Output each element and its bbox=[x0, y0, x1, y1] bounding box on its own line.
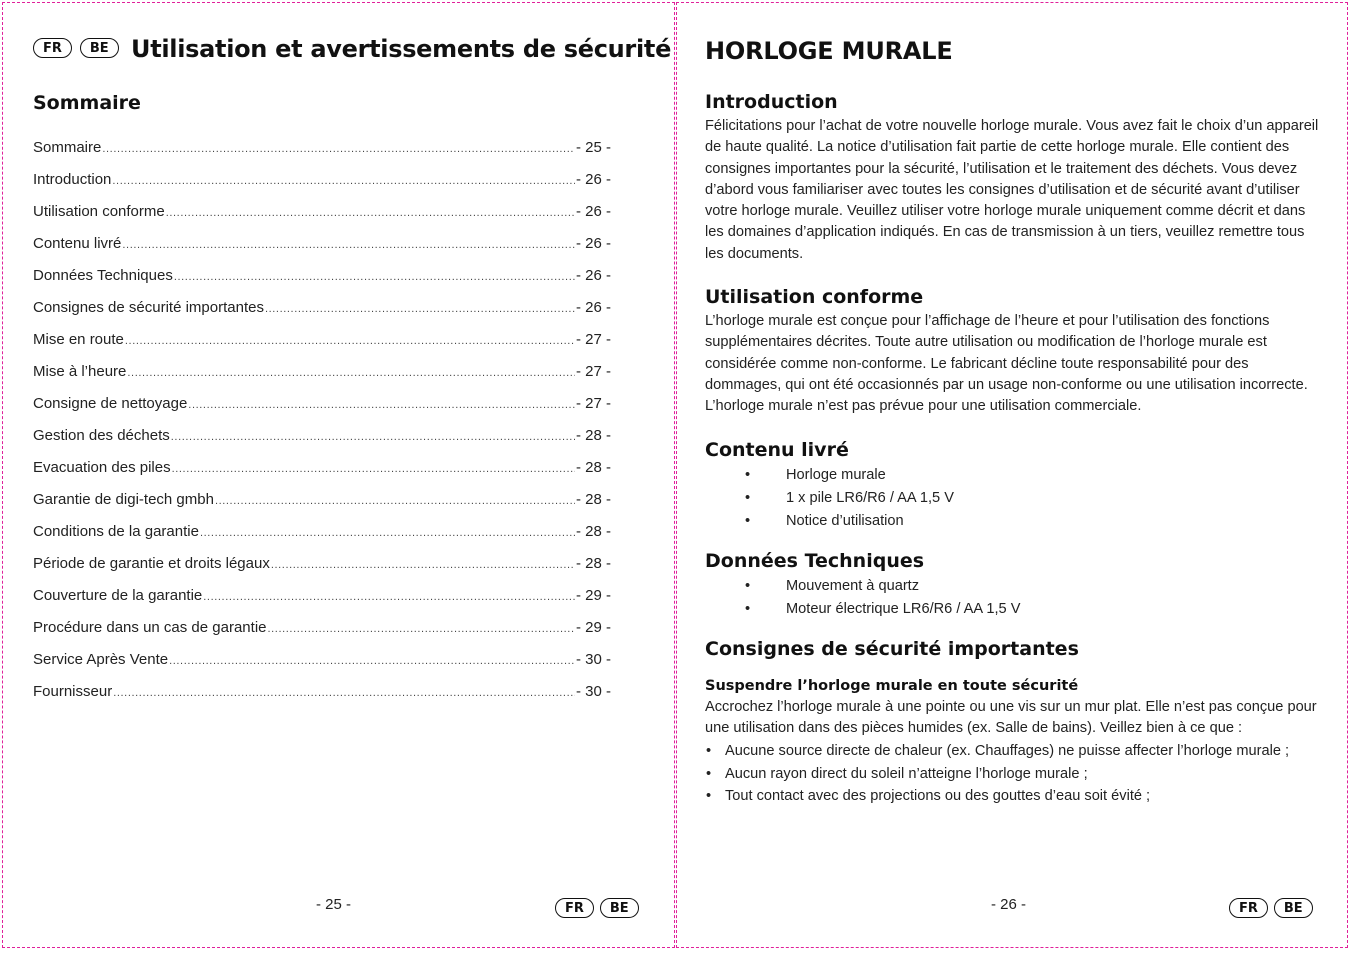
footer-language-badges bbox=[555, 898, 639, 918]
toc-label: Couverture de la garantie bbox=[33, 587, 203, 604]
toc-row[interactable] bbox=[33, 395, 611, 427]
page-number: - 25 - bbox=[316, 896, 352, 913]
toc-leader bbox=[112, 175, 575, 187]
toc-page-number: - 27 - bbox=[575, 395, 611, 412]
toc-row[interactable] bbox=[33, 363, 611, 395]
toc-row[interactable] bbox=[33, 555, 611, 587]
section-heading-consignes: Consignes de sécurité importantes bbox=[705, 637, 1079, 660]
toc-leader bbox=[127, 367, 575, 379]
list-item: • Horloge murale bbox=[705, 464, 1320, 487]
toc-label: Gestion des déchets bbox=[33, 427, 170, 444]
toc-page-number: - 28 - bbox=[575, 523, 611, 540]
toc-row[interactable] bbox=[33, 171, 611, 203]
toc-row[interactable] bbox=[33, 587, 611, 619]
right-page bbox=[676, 2, 1348, 948]
section-heading-donnees: Données Techniques bbox=[705, 549, 925, 572]
toc-leader bbox=[125, 335, 575, 347]
toc-leader bbox=[172, 463, 575, 475]
toc-leader bbox=[171, 431, 575, 443]
toc-page-number: - 29 - bbox=[575, 619, 611, 636]
content-body bbox=[705, 89, 1320, 809]
lang-badge-be: BE bbox=[1274, 898, 1313, 918]
toc-leader bbox=[215, 495, 575, 507]
toc-label: Consigne de nettoyage bbox=[33, 395, 188, 412]
list-item: • Mouvement à quartz bbox=[705, 575, 1320, 598]
toc-leader bbox=[203, 591, 575, 603]
toc-label: Données Techniques bbox=[33, 267, 173, 284]
toc-label: Mise à l’heure bbox=[33, 363, 127, 380]
toc-page-number: - 28 - bbox=[575, 491, 611, 508]
lang-badge-fr: FR bbox=[555, 898, 594, 918]
toc-leader bbox=[174, 271, 575, 283]
toc-leader bbox=[122, 239, 575, 251]
toc-label: Sommaire bbox=[33, 139, 102, 156]
list-item: • Aucune source directe de chaleur (ex. Chauffages) ne puisse affecter l’horloge murale ; bbox=[705, 741, 1320, 763]
toc-row[interactable] bbox=[33, 235, 611, 267]
left-page bbox=[2, 2, 675, 948]
page-title: HORLOGE MURALE bbox=[705, 37, 953, 65]
toc-leader bbox=[166, 207, 575, 219]
toc-page-number: - 27 - bbox=[575, 363, 611, 380]
toc-leader bbox=[188, 399, 575, 411]
toc-row[interactable] bbox=[33, 267, 611, 299]
consignes-list bbox=[705, 741, 1320, 808]
donnees-list bbox=[705, 575, 1320, 621]
toc-page-number: - 26 - bbox=[575, 171, 611, 188]
toc-row[interactable] bbox=[33, 139, 611, 171]
toc-page-number: - 26 - bbox=[575, 267, 611, 284]
toc-page-number: - 26 - bbox=[575, 299, 611, 316]
toc-row[interactable] bbox=[33, 331, 611, 363]
toc-label: Utilisation conforme bbox=[33, 203, 165, 220]
consignes-text: Accrochez l’horloge murale à une pointe ou une vis sur un mur plat. Elle n’est pas conçue pour une utilisation dans des pièces humides (ex. Salle de bains). Veillez bien à ce que : bbox=[705, 698, 1317, 736]
toc-label: Evacuation des piles bbox=[33, 459, 171, 476]
toc-row[interactable] bbox=[33, 491, 611, 523]
toc-leader bbox=[265, 303, 575, 315]
utilisation-text: L’horloge murale est conçue pour l’affichage de l’heure et pour l’utilisation des fonctions supplémentaires décrites. Toute autre utilisation ou modification de l’horloge murale est considérée comme non-conforme. Le fabricant décline toute responsabilité pour des dommages, qui ont été occasionnés par un usage non-conforme ou une utilisation incorrecte. L’horloge murale n’est pas prévue pour une utilisation commerciale. bbox=[705, 313, 1308, 415]
toc-label: Mise en route bbox=[33, 331, 124, 348]
toc-leader bbox=[271, 559, 575, 571]
list-item: • 1 x pile LR6/R6 / AA 1,5 V bbox=[705, 487, 1320, 510]
toc-row[interactable] bbox=[33, 427, 611, 459]
page-number: - 26 - bbox=[991, 896, 1027, 913]
toc-leader bbox=[113, 687, 575, 699]
toc-leader bbox=[102, 143, 575, 155]
toc-row[interactable] bbox=[33, 203, 611, 235]
toc-label: Période de garantie et droits légaux bbox=[33, 555, 270, 572]
toc-label: Service Après Vente bbox=[33, 651, 169, 668]
section-heading-utilisation: Utilisation conforme bbox=[705, 286, 924, 309]
toc-label: Garantie de digi-tech gmbh bbox=[33, 491, 214, 508]
contenu-list bbox=[705, 464, 1320, 533]
toc-page-number: - 27 - bbox=[575, 331, 611, 348]
toc-row[interactable] bbox=[33, 299, 611, 331]
toc-page-number: - 28 - bbox=[575, 555, 611, 572]
toc-label: Fournisseur bbox=[33, 683, 113, 700]
toc-page-number: - 30 - bbox=[575, 683, 611, 700]
lang-badge-be: BE bbox=[600, 898, 639, 918]
toc-page-number: - 30 - bbox=[575, 651, 611, 668]
toc-row[interactable] bbox=[33, 523, 611, 555]
page-title: Utilisation et avertissements de sécurité bbox=[131, 35, 672, 63]
language-badges bbox=[33, 38, 119, 58]
toc-page-number: - 28 - bbox=[575, 427, 611, 444]
toc-row[interactable] bbox=[33, 651, 611, 683]
lang-badge-be: BE bbox=[80, 38, 119, 58]
toc-label: Conditions de la garantie bbox=[33, 523, 199, 540]
toc-page-number: - 28 - bbox=[575, 459, 611, 476]
toc-leader bbox=[200, 527, 575, 539]
toc-label: Consignes de sécurité importantes bbox=[33, 299, 264, 316]
footer-language-badges bbox=[1229, 898, 1313, 918]
list-item: • Tout contact avec des projections ou des gouttes d’eau soit évité ; bbox=[705, 786, 1320, 808]
list-item: • Aucun rayon direct du soleil n’atteigne l’horloge murale ; bbox=[705, 764, 1320, 786]
toc-page-number: - 26 - bbox=[575, 235, 611, 252]
section-heading-introduction: Introduction bbox=[705, 91, 838, 113]
toc-leader bbox=[169, 655, 575, 667]
sommaire-heading: Sommaire bbox=[33, 92, 141, 114]
toc-label: Introduction bbox=[33, 171, 112, 188]
toc-label: Contenu livré bbox=[33, 235, 122, 252]
toc-row[interactable] bbox=[33, 683, 611, 715]
introduction-text: Félicitations pour l’achat de votre nouvelle horloge murale. Vous avez fait le choix d’un appareil de haute qualité. La notice d’utilisation fait partie de cette horloge murale. Elle contient des consignes importantes pour la sécurité, l’utilisation et le traitement des déchets. Vous devez d’abord vous familiariser avec toutes les consignes d’utilisation et de sécurité avant d’utiliser votre horloge murale. Veuillez utiliser votre horloge murale uniquement comme décrit et dans les domaines d’application indiqués. En cas de transmission à un tiers, veuillez remettre tous les documents. bbox=[705, 118, 1319, 262]
toc-page-number: - 26 - bbox=[575, 203, 611, 220]
toc-label: Procédure dans un cas de garantie bbox=[33, 619, 267, 636]
toc-row[interactable] bbox=[33, 459, 611, 491]
toc-page-number: - 29 - bbox=[575, 587, 611, 604]
lang-badge-fr: FR bbox=[1229, 898, 1268, 918]
lang-badge-fr: FR bbox=[33, 38, 72, 58]
toc-leader bbox=[268, 623, 575, 635]
section-heading-contenu: Contenu livré bbox=[705, 438, 849, 461]
toc-page-number: - 25 - bbox=[575, 139, 611, 156]
toc-row[interactable] bbox=[33, 619, 611, 651]
table-of-contents bbox=[33, 139, 611, 715]
list-item: • Moteur électrique LR6/R6 / AA 1,5 V bbox=[705, 598, 1320, 621]
list-item: • Notice d’utilisation bbox=[705, 510, 1320, 533]
consignes-subheading: Suspendre l’horloge murale en toute sécurité bbox=[705, 677, 1079, 694]
